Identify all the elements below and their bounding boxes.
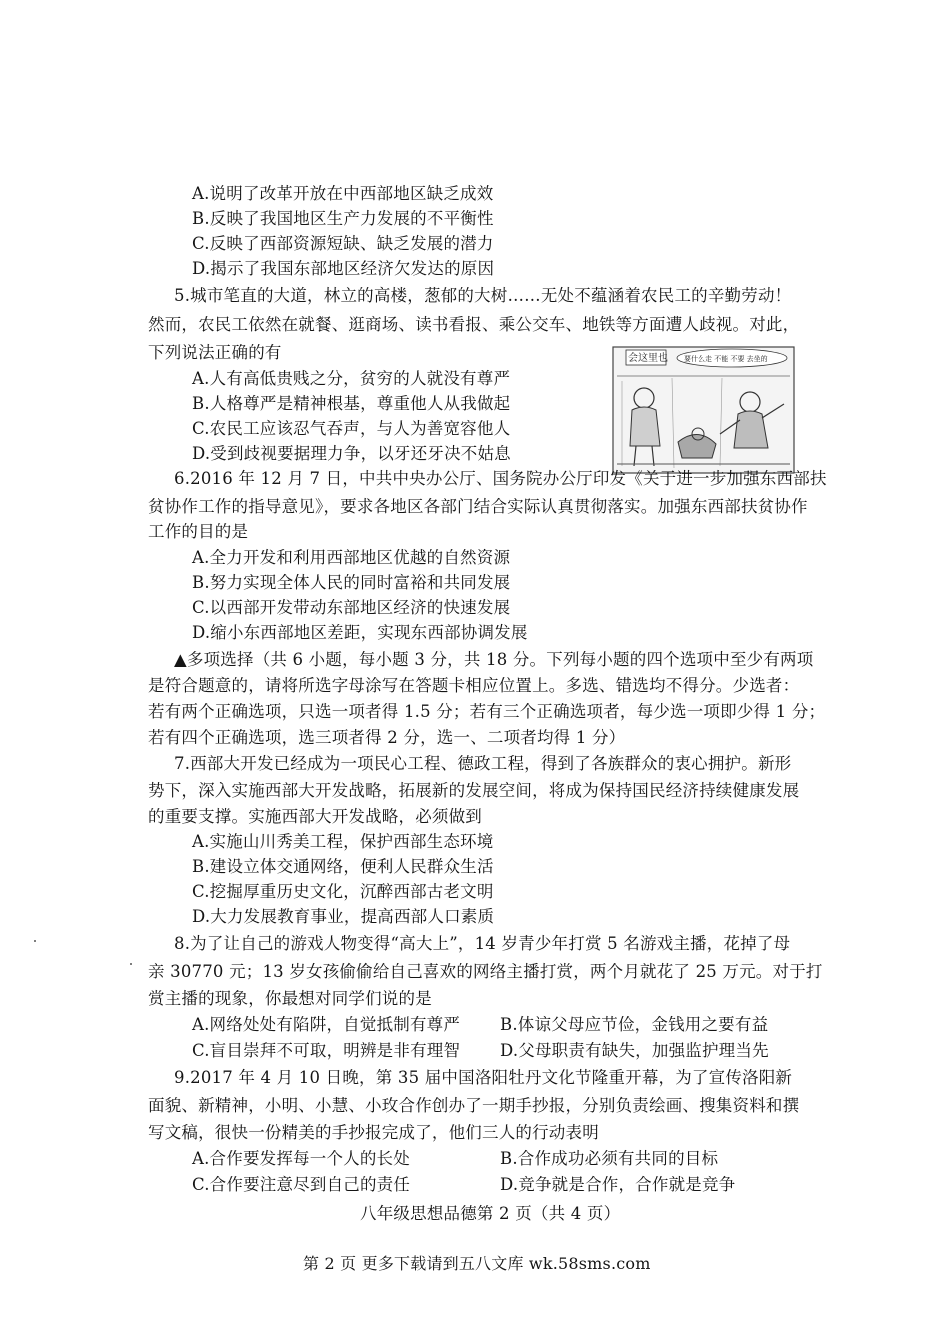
q8-stem-line-3: 赏主播的现象，你最想对同学们说的是	[148, 989, 432, 1008]
q9-stem-line-1: 9.2017 年 4 月 10 日晚，第 35 届中国洛阳牡丹文化节隆重开幕，为了宣传洛阳新	[174, 1068, 793, 1087]
q7-option-b: B.建设立体交通网络，便利人民群众生活	[192, 857, 494, 876]
q8-option-d: D.父母职责有缺失，加强监护理当先	[500, 1041, 769, 1060]
q6-stem-line-3: 工作的目的是	[148, 522, 249, 541]
q8-option-c: C.盲目崇拜不可取，明辨是非有理智	[192, 1041, 461, 1060]
q5-stem-line-2: 然而，农民工依然在就餐、逛商场、读书看报、乘公交车、地铁等方面遭人歧视。对此，	[148, 315, 800, 334]
q6-stem-line-2: 贫协作工作的指导意见》，要求各地区各部门结合实际认真贯彻落实。加强东西部扶贫协作	[148, 497, 808, 516]
q8-option-a: A.网络处处有陷阱，自觉抵制有尊严	[192, 1015, 461, 1034]
q5-option-c: C.农民工应该忍气吞声，与人为善宽容他人	[192, 419, 511, 438]
q6-stem-line-1: 6.2016 年 12 月 7 日，中共中央办公厅、国务院办公厅印发《关于进一步加强东西部扶	[174, 469, 827, 488]
cartoon-sign: 要什么走 不能 不要 去坐的	[684, 355, 768, 363]
q8-stem-line-2: 亲 30770 元；13 岁女孩偷偷给自己喜欢的网络主播打赏，两个月就花了 25 万元。对于打	[148, 962, 823, 981]
q7-option-a: A.实施山川秀美工程，保护西部生态环境	[192, 832, 494, 851]
q4-option-a: A.说明了改革开放在中西部地区缺乏成效	[192, 184, 494, 203]
q6-option-a: A.全力开发和利用西部地区优越的自然资源	[192, 548, 511, 567]
cartoon-caption: 会这里也	[628, 353, 668, 364]
q6-option-d: D.缩小东西部地区差距，实现东西部协调发展	[192, 623, 528, 642]
q9-option-d: D.竞争就是合作，合作就是竞争	[500, 1175, 736, 1194]
q7-stem-line-3: 的重要支撑。实施西部大开发战略，必须做到	[148, 807, 482, 826]
section-instructions-line-4: 若有四个正确选项，选三项者得 2 分，选一、二项者均得 1 分）	[148, 728, 626, 747]
page-footer: 八年级思想品德第 2 页（共 4 页）	[360, 1204, 621, 1223]
scan-speck	[34, 940, 36, 942]
q9-option-b: B.合作成功必须有共同的目标	[500, 1149, 719, 1168]
q4-option-c: C.反映了西部资源短缺、缺乏发展的潜力	[192, 234, 494, 253]
q9-stem-line-3: 写文稿，很快一份精美的手抄报完成了，他们三人的行动表明	[148, 1123, 599, 1142]
q7-option-c: C.挖掘厚重历史文化，沉醉西部古老文明	[192, 882, 494, 901]
cartoon-illustration	[612, 346, 795, 474]
q5-stem-line-1: 5.城市笔直的大道，林立的高楼，葱郁的大树……无处不蕴涵着农民工的辛勤劳动！	[174, 286, 792, 305]
q5-option-a: A.人有高低贵贱之分，贫穷的人就没有尊严	[192, 369, 511, 388]
q4-option-b: B.反映了我国地区生产力发展的不平衡性	[192, 209, 494, 228]
q5-option-b: B.人格尊严是精神根基，尊重他人从我做起	[192, 394, 511, 413]
download-banner: 第 2 页 更多下载请到五八文库 wk.58sms.com	[303, 1254, 651, 1273]
q9-option-c: C.合作要注意尽到自己的责任	[192, 1175, 411, 1194]
section-instructions-line-2: 是符合题意的，请将所选字母涂写在答题卡相应位置上。多选、错选均不得分。少选者：	[148, 676, 800, 695]
q6-option-b: B.努力实现全体人民的同时富裕和共同发展	[192, 573, 511, 592]
q8-stem-line-1: 8.为了让自己的游戏人物变得“高大上”，14 岁青少年打赏 5 名游戏主播，花掉了母	[174, 934, 791, 953]
q9-option-a: A.合作要发挥每一个人的长处	[192, 1149, 410, 1168]
section-instructions-line-3: 若有两个正确选项，只选一项者得 1.5 分；若有三个正确选项者，每少选一项即少得 1 分；	[148, 702, 826, 721]
q8-option-b: B.体谅父母应节俭，金钱用之要有益	[500, 1015, 769, 1034]
q4-option-d: D.揭示了我国东部地区经济欠发达的原因	[192, 259, 495, 278]
q5-stem-line-3: 下列说法正确的有	[148, 343, 282, 362]
q6-option-c: C.以西部开发带动东部地区经济的快速发展	[192, 598, 511, 617]
scan-speck	[130, 963, 132, 965]
q7-stem-line-2: 势下，深入实施西部大开发战略，拓展新的发展空间，将成为保持国民经济持续健康发展	[148, 781, 800, 800]
q7-option-d: D.大力发展教育事业，提高西部人口素质	[192, 907, 495, 926]
q7-stem-line-1: 7.西部大开发已经成为一项民心工程、德政工程，得到了各族群众的衷心拥护。新形	[174, 754, 792, 773]
q9-stem-line-2: 面貌、新精神，小明、小慧、小玫合作创办了一期手抄报，分别负责绘画、搜集资料和撰	[148, 1096, 800, 1115]
section-instructions-line-1: ▲多项选择（共 6 小题，每小题 3 分，共 18 分。下列每小题的四个选项中至少有两项	[174, 650, 814, 669]
q5-option-d: D.受到歧视要据理力争，以牙还牙决不姑息	[192, 444, 511, 463]
